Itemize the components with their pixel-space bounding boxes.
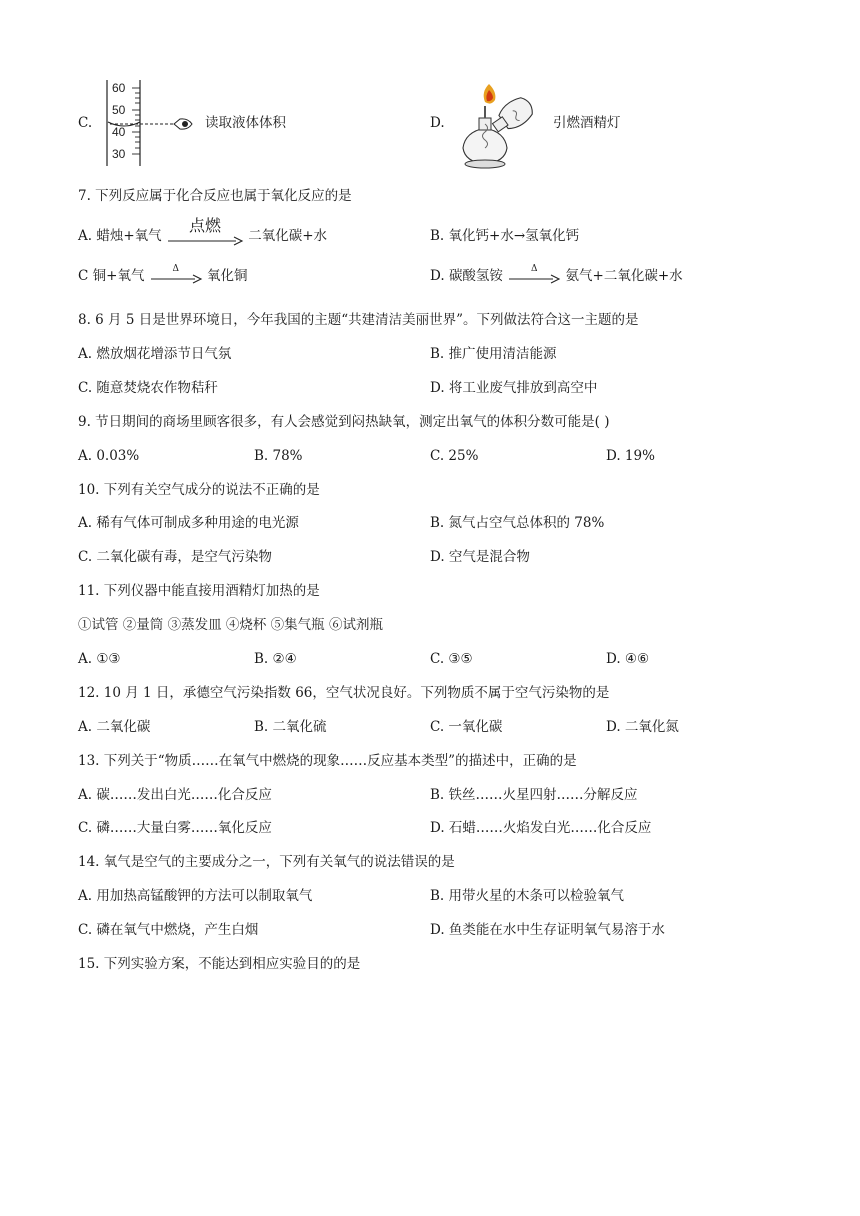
q10-option-c: C. 二氧化碳有毒，是空气污染物	[78, 549, 272, 565]
q6-option-d-label: D.	[430, 115, 445, 131]
q10-option-b: B. 氮气占空气总体积的 78%	[430, 515, 605, 531]
q12-stem: 12. 10 月 1 日，承德空气污染指数 66，空气状况良好。下列物质不属于空气污染物的是	[78, 685, 610, 701]
q14-option-c: C. 磷在氧气中燃烧，产生白烟	[78, 922, 259, 938]
q14-option-b: B. 用带火星的木条可以检验氧气	[430, 888, 625, 904]
q11-stem: 11. 下列仪器中能直接用酒精灯加热的是	[78, 583, 320, 599]
eye-icon	[174, 119, 192, 129]
condition-ignite: 点燃	[188, 215, 221, 235]
q7-option-c-left: 铜+氧气	[92, 268, 145, 284]
scale-label-60: 60	[112, 81, 126, 95]
q12-option-c: C. 一氧化碳	[430, 719, 503, 735]
q9-option-d: D. 19%	[606, 448, 655, 464]
q8-option-a: A. 燃放烟花增添节日气氛	[78, 346, 232, 362]
q7-option-a-left: 蜡烛+氧气	[96, 228, 162, 244]
q7-stem: 7. 下列反应属于化合反应也属于氧化反应的是	[78, 188, 352, 204]
scale-label-30: 30	[112, 147, 126, 161]
q9-option-a: A. 0.03%	[78, 448, 140, 464]
q7-option-d-left: 碳酸氢铵	[448, 268, 503, 284]
q6-option-c-label: C.	[78, 115, 93, 131]
q13-option-d: D. 石蜡……火焰发白光……化合反应	[430, 820, 652, 836]
q11-items: ①试管 ②量筒 ③蒸发皿 ④烧杯 ⑤集气瓶 ⑥试剂瓶	[78, 617, 383, 633]
reaction-arrow	[507, 263, 561, 286]
reaction-arrow	[149, 263, 203, 286]
q8-option-c: C. 随意焚烧农作物秸秆	[78, 380, 218, 396]
q11-option-a: A. ①③	[78, 651, 121, 667]
condition-heat: Δ	[530, 263, 538, 274]
q14-stem: 14. 氧气是空气的主要成分之一，下列有关氧气的说法错误的是	[78, 854, 455, 870]
reaction-arrow	[166, 215, 244, 246]
q8-option-d: D. 将工业废气排放到高空中	[430, 380, 598, 396]
q10-stem: 10. 下列有关空气成分的说法不正确的是	[78, 482, 320, 498]
q7-option-a-right: 二氧化碳+水	[248, 228, 328, 244]
q7-option-c	[78, 263, 248, 286]
q10-option-d: D. 空气是混合物	[430, 549, 530, 565]
q7-option-d-right: 氨气+二氧化碳+水	[565, 268, 683, 284]
alcohol-lamp-lighting-figure	[455, 76, 547, 172]
q7-option-b	[430, 227, 579, 245]
q9-option-b: B. 78%	[254, 448, 303, 464]
q11-option-c: C. ③⑤	[430, 651, 473, 667]
q8-option-b: B. 推广使用清洁能源	[430, 346, 557, 362]
q7-option-b-text: 氧化钙+水→氢氧化钙	[448, 228, 580, 244]
q14-option-d: D. 鱼类能在水中生存证明氧气易溶于水	[430, 922, 665, 938]
q7-option-a-label: A.	[78, 228, 93, 244]
q6-option-c-text: 读取液体体积	[205, 115, 286, 131]
graduated-cylinder-figure	[100, 78, 200, 170]
q7-option-a	[78, 215, 328, 246]
q10-option-a: A. 稀有气体可制成多种用途的电光源	[78, 515, 299, 531]
q9-stem: 9. 节日期间的商场里顾客很多，有人会感觉到闷热缺氧，测定出氧气的体积分数可能是( )	[78, 414, 610, 430]
q7-option-c-label: C	[78, 268, 89, 284]
q6-option-d-text: 引燃酒精灯	[553, 115, 621, 131]
q13-option-a: A. 碳……发出白光……化合反应	[78, 787, 272, 803]
q12-option-a: A. 二氧化碳	[78, 719, 151, 735]
q15-stem: 15. 下列实验方案，不能达到相应实验目的的是	[78, 956, 361, 972]
q7-option-c-right: 氧化铜	[207, 268, 248, 284]
q13-option-c: C. 磷……大量白雾……氧化反应	[78, 820, 272, 836]
scale-label-40: 40	[112, 125, 126, 139]
scale-label-50: 50	[112, 103, 126, 117]
q12-option-d: D. 二氧化氮	[606, 719, 679, 735]
q8-stem: 8. 6 月 5 日是世界环境日，今年我国的主题“共建清洁美丽世界”。下列做法符合这一主题的是	[78, 312, 639, 328]
condition-heat: Δ	[172, 263, 179, 274]
q13-stem: 13. 下列关于“物质……在氧气中燃烧的现象……反应基本类型”的描述中，正确的是	[78, 753, 577, 769]
q9-option-c: C. 25%	[430, 448, 479, 464]
q7-option-d	[430, 263, 683, 286]
q14-option-a: A. 用加热高锰酸钾的方法可以制取氧气	[78, 888, 313, 904]
q13-option-b: B. 铁丝……火星四射……分解反应	[430, 787, 638, 803]
q7-option-d-label: D.	[430, 268, 445, 284]
q12-option-b: B. 二氧化硫	[254, 719, 327, 735]
q7-option-b-label: B.	[430, 228, 445, 244]
q11-option-b: B. ②④	[254, 651, 297, 667]
q11-option-d: D. ④⑥	[606, 651, 650, 667]
